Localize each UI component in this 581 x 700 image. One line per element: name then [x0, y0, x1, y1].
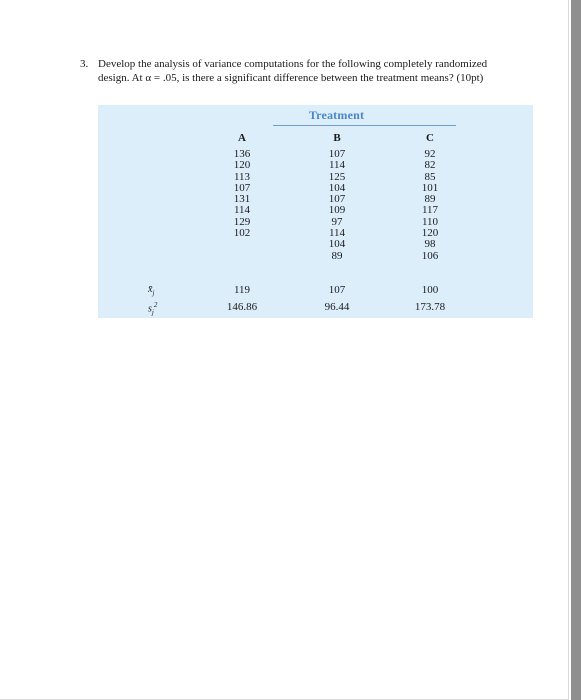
sample-variance-label: $s_j^2$	[148, 301, 158, 317]
table-cell: 107	[328, 193, 346, 206]
question-line-2: design. At α = .05, is there a significant difference between the treatment means? (10pt)	[98, 72, 484, 84]
mean-c: 100	[421, 284, 439, 296]
question-number: 3.	[80, 58, 89, 70]
table-cell: 117	[421, 204, 439, 217]
question-line-1: Develop the analysis of variance computations for the following completely randomized	[98, 58, 488, 70]
mean-a: 119	[233, 284, 251, 296]
table-cell: 109	[328, 204, 346, 217]
table-header-treatment: Treatment	[308, 108, 365, 122]
sample-mean-label: $x̄_j$	[148, 284, 155, 297]
table-cell: 98	[424, 238, 436, 251]
table-cell: 104	[328, 181, 346, 194]
column-label-a: A	[238, 132, 246, 144]
table-cell: 114	[328, 159, 346, 172]
mean-b: 107	[328, 284, 346, 296]
table-cell: 125	[328, 170, 346, 183]
table-cell: 120	[421, 227, 439, 240]
column-treatment-b	[307, 131, 367, 262]
column-values-a	[212, 149, 272, 239]
question-block	[80, 57, 510, 85]
column-treatment-c	[400, 131, 460, 262]
table-cell: 92	[424, 148, 436, 160]
table-cell: 129	[233, 215, 251, 228]
table-cell: 107	[233, 181, 251, 194]
page-edge-shadow	[571, 0, 581, 700]
treatment-data-table	[98, 105, 533, 318]
table-cell: 97	[331, 215, 343, 228]
question-text	[98, 57, 510, 85]
table-cell: 85	[424, 170, 436, 183]
variance-c: 173.78	[414, 301, 446, 313]
table-cell: 113	[233, 170, 251, 183]
column-values-b	[307, 149, 367, 262]
column-treatment-a	[212, 131, 272, 239]
table-cell: 114	[328, 227, 346, 240]
table-cell: 82	[424, 159, 436, 172]
table-cell: 102	[233, 227, 251, 240]
column-label-b: B	[333, 132, 341, 144]
table-cell: 110	[421, 215, 439, 228]
table-cell: 106	[421, 249, 439, 262]
table-cell: 89	[331, 249, 343, 262]
variance-a: 146.86	[226, 301, 258, 313]
table-cell: 107	[328, 148, 346, 160]
column-label-c: C	[426, 132, 434, 144]
table-cell: 120	[233, 159, 251, 172]
column-values-c	[400, 149, 460, 262]
table-cell: 104	[328, 238, 346, 251]
table-cell: 136	[233, 148, 251, 160]
table-cell: 101	[421, 181, 439, 194]
variance-b: 96.44	[324, 301, 350, 313]
header-rule	[273, 125, 456, 126]
table-cell: 89	[424, 193, 436, 206]
table-cell: 131	[233, 193, 251, 206]
table-cell: 114	[233, 204, 251, 217]
